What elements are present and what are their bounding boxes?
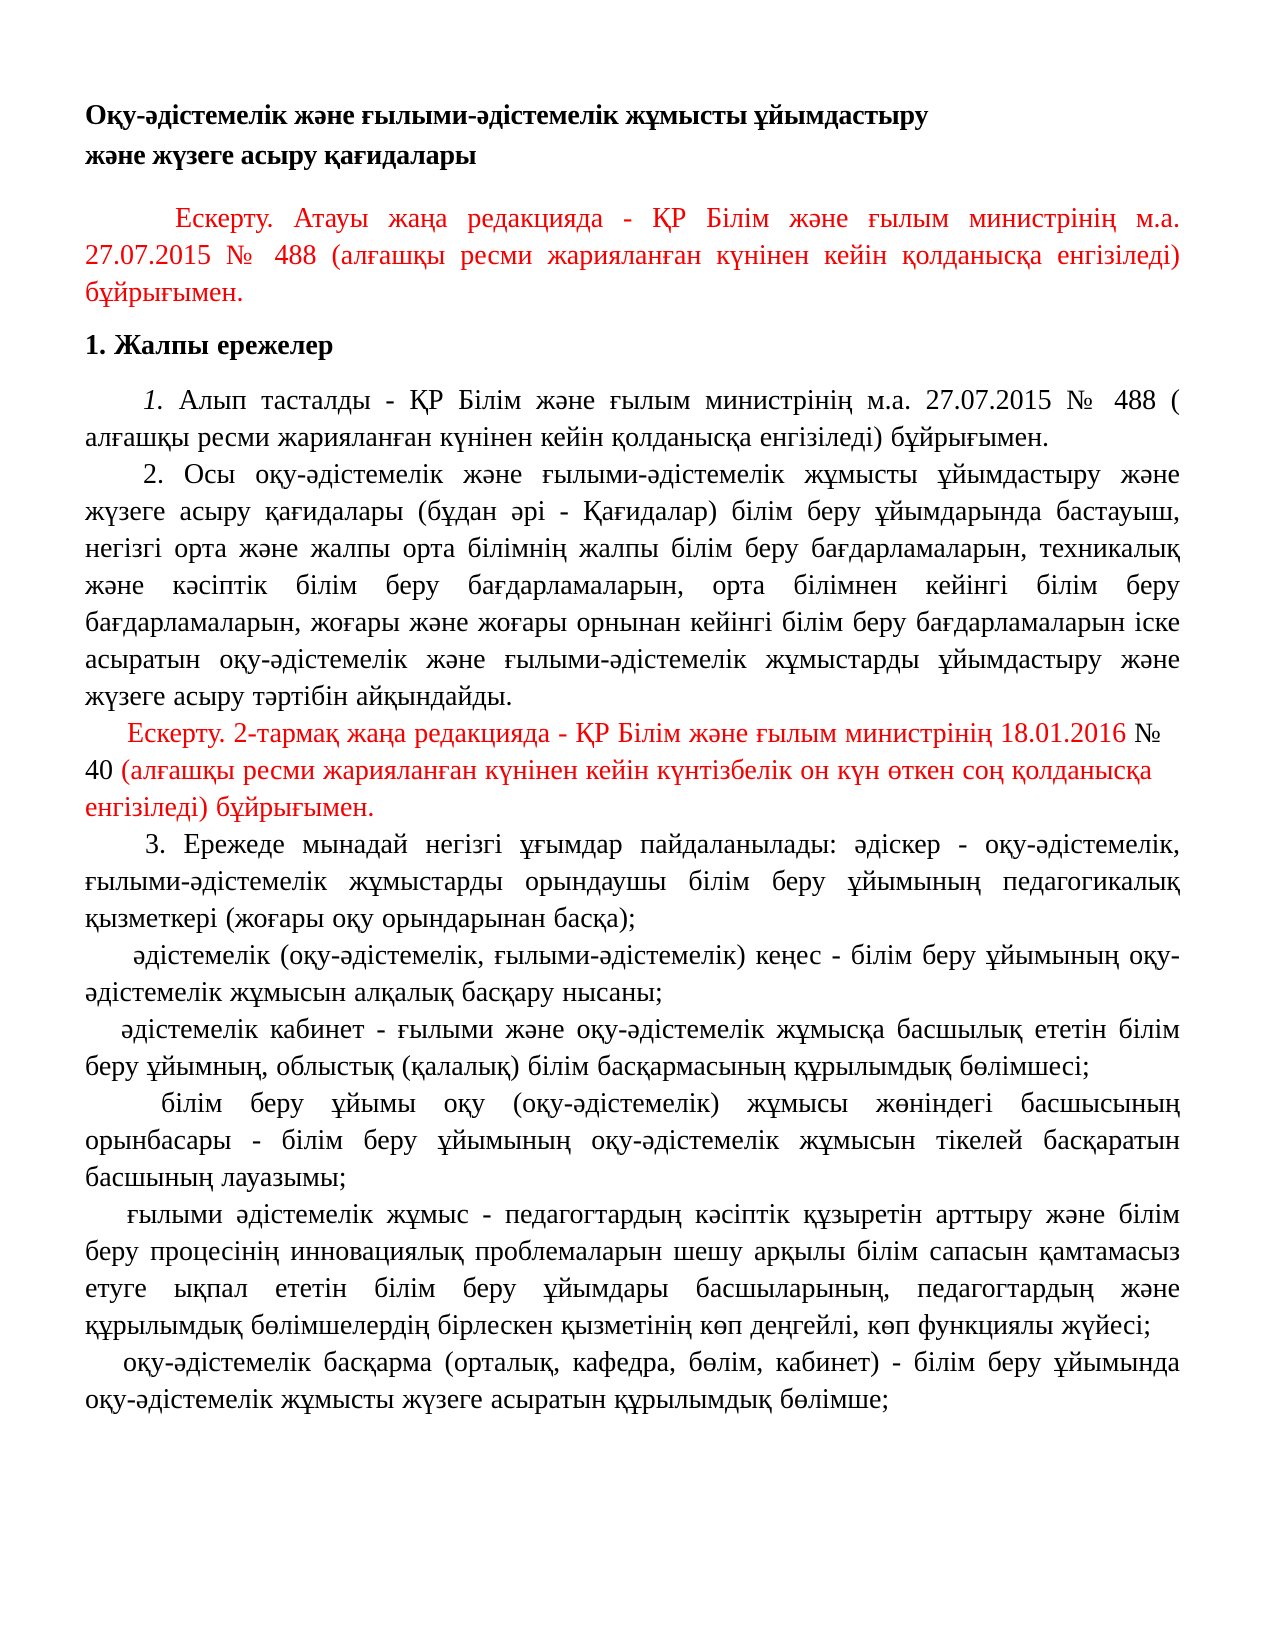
text-run: 3. Ережеде мынадай негізгі ұғымдар пайдаланылады: әдіскер - оқу-әдістемелік, ғылыми-әдістемелік жұмыстарды орындаушы білім беру ұйымының педагогикалық қызметкері (жоғары оқу орындарынан басқа);	[85, 829, 1180, 934]
text-run: оқу-әдістемелік басқарма (орталық, кафедра, бөлім, кабинет) - білім беру ұйымында оқу-әдістемелік жұмысты жүзеге асыратын құрылымдық бөлімше;	[85, 1347, 1180, 1415]
amendment-note	[85, 200, 1180, 311]
amendment-note	[85, 715, 1180, 826]
body-paragraph	[85, 1344, 1180, 1418]
text-run: 2. Осы оқу-әдістемелік және ғылыми-әдістемелік жұмысты ұйымдастыру және жүзеге асыру қағидалары (бұдан әрі - Қағидалар) білім беру ұйымдарында бастауыш, негізгі орта және жалпы орта білімнің жалпы білім беру бағдарламаларын, техникалық және кәсіптік білім беру бағдарламаларын, орта білімнен кейінгі білім беру бағдарламаларын, жоғары және жоғары орнынан кейінгі білім беру бағдарламаларын іске асыратын оқу-әдістемелік және ғылыми-әдістемелік жұмыстарды ұйымдастыру және жүзеге асыру тәртібін айқындайды.	[85, 459, 1180, 712]
body-paragraph	[85, 456, 1180, 715]
text-run: Алып тасталды - ҚР Білім және ғылым министрінің м.а. 27.07.2015 № 488 ( алғашқы ресми жарияланған күнінен кейін қолданысқа енгізіледі) бұйрығымен.	[85, 385, 1180, 453]
body-paragraph	[85, 1085, 1180, 1196]
body-paragraph	[85, 382, 1180, 456]
document-title-line-2: және жүзеге асыру қағидалары	[85, 140, 477, 171]
text-run-red: (алғашқы ресми жарияланған күнінен кейін күнтізбелік он күн өткен соң қолданысқа енгізіледі) бұйрығымен.	[85, 755, 1152, 823]
text-run: 1. Жалпы ережелер	[85, 330, 334, 361]
document-title-line-1: Оқу-әдістемелік және ғылыми-әдістемелік жұмысты ұйымдастыру	[85, 100, 929, 131]
text-run-red: Ескерту. 2-тармақ жаңа редакцияда - ҚР Білім және ғылым министрінің 18.01.2016	[127, 718, 1135, 749]
text-run-red: Ескерту. Атауы жаңа редакцияда - ҚР Білім және ғылым министрінің м.а. 27.07.2015 № 488 (алғашқы ресми жарияланған күнінен кейін қолданысқа енгізіледі) бұйрығымен.	[85, 203, 1180, 308]
body-paragraph	[85, 937, 1180, 1011]
text-run: № 40	[85, 718, 1161, 786]
text-run: 1.	[143, 385, 164, 416]
text-run: ғылыми әдістемелік жұмыс - педагогтардың кәсіптік құзыретін арттыру және білім беру процесінің инновациялық проблемаларын шешу арқылы білім сапасын қамтамасыз етуге ықпал ететін білім беру ұйымдары басшыларының, педагогтардың және құрылымдық бөлімшелердің бірлескен қызметінің көп деңгейлі, көп функциялы жүйесі;	[85, 1199, 1180, 1341]
section-heading	[85, 327, 1180, 364]
body-paragraph	[85, 826, 1180, 937]
text-run: әдістемелік (оқу-әдістемелік, ғылыми-әдістемелік) кеңес - білім беру ұйымының оқу-әдістемелік жұмысын алқалық басқару нысаны;	[85, 940, 1180, 1008]
document-content	[85, 200, 1180, 1418]
text-run: білім беру ұйымы оқу (оқу-әдістемелік) жұмысы жөніндегі басшысының орынбасары - білім беру ұйымының оқу-әдістемелік жұмысын тікелей басқаратын басшының лауазымы;	[85, 1088, 1180, 1193]
text-run: әдістемелік кабинет - ғылыми және оқу-әдістемелік жұмысқа басшылық ететін білім беру ұйымның, облыстық (қалалық) білім басқармасының құрылымдық бөлімшесі;	[85, 1014, 1180, 1082]
document-title	[85, 96, 1180, 176]
body-paragraph	[85, 1011, 1180, 1085]
body-paragraph	[85, 1196, 1180, 1344]
